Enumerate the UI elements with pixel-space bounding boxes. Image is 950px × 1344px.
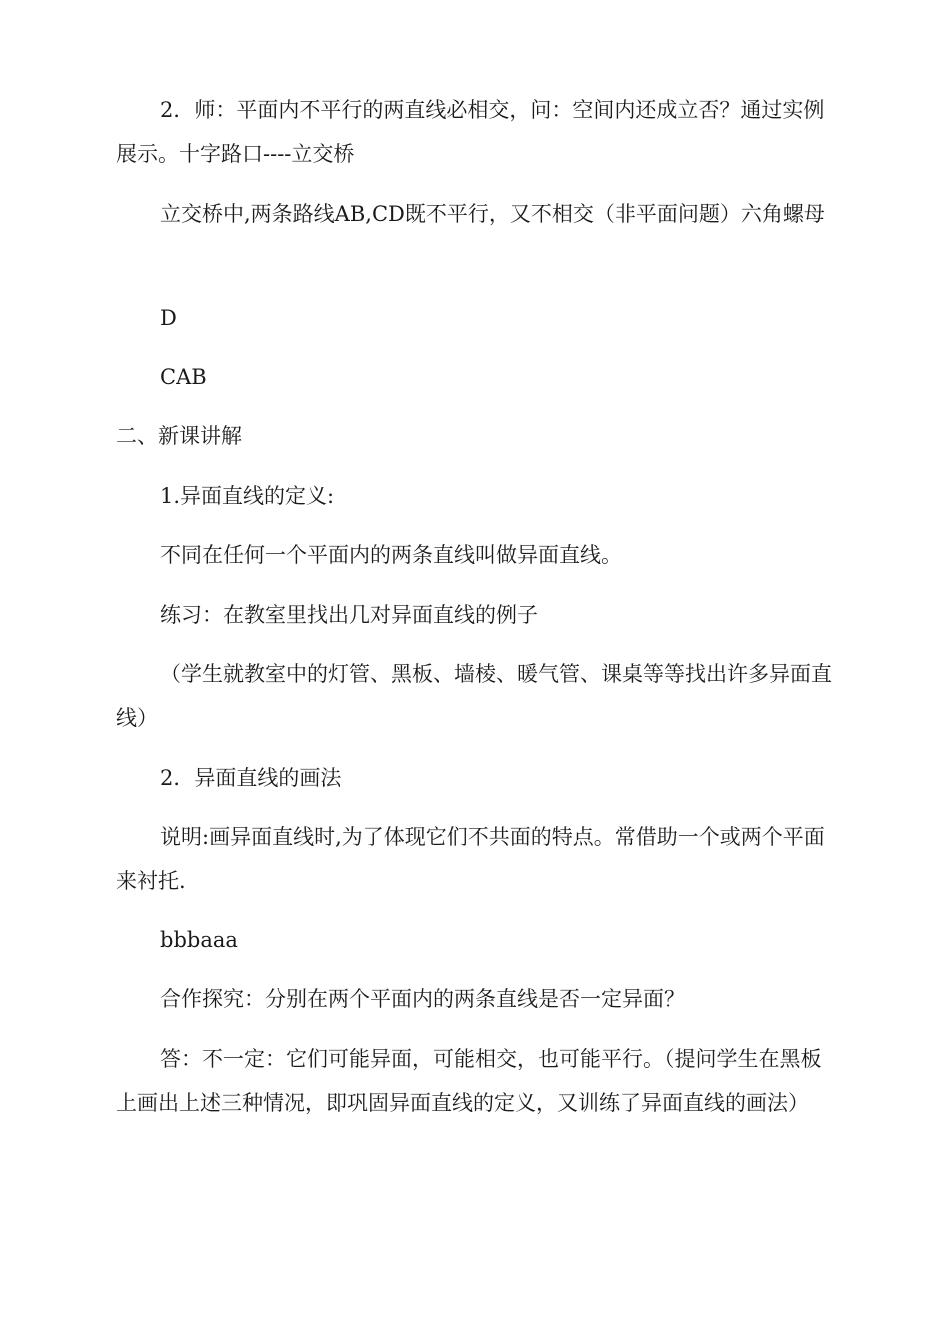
section-heading-new-lesson: 二、新课讲解 <box>116 424 242 448</box>
paragraph-intro-question: 2．师：平面内不平行的两直线必相交，问：空间内还成立否？通过实例展示。十字路口----立交桥 <box>116 98 825 166</box>
paragraph-drawing-explanation: 说明:画异面直线时,为了体现它们不共面的特点。常借助一个或两个平面来衬托. <box>116 825 825 893</box>
figure-label-bbbaaa: bbbaaa <box>160 928 238 952</box>
figure-label-cab: CAB <box>160 365 207 389</box>
paragraph-answer: 答：不一定：它们可能异面，可能相交，也可能平行。（提问学生在黑板上画出上述三种情况，即巩固异面直线的定义，又训练了异面直线的画法） <box>116 1047 822 1115</box>
paragraph-student-examples: （学生就教室中的灯管、黑板、墙棱、暖气管、课桌等等找出许多异面直线） <box>116 662 832 730</box>
paragraph-overpass-example: 立交桥中,两条路线AB,CD既不平行，又不相交（非平面问题）六角螺母 <box>160 202 825 226</box>
figure-label-d: D <box>160 306 177 330</box>
paragraph-definition: 不同在任何一个平面内的两条直线叫做异面直线。 <box>160 543 622 567</box>
subheading-drawing-method: 2．异面直线的画法 <box>160 766 342 790</box>
paragraph-exercise: 练习：在教室里找出几对异面直线的例子 <box>160 603 538 627</box>
subheading-definition: 1.异面直线的定义: <box>160 484 335 508</box>
paragraph-cooperative-inquiry: 合作探究：分别在两个平面内的两条直线是否一定异面？ <box>160 987 685 1011</box>
